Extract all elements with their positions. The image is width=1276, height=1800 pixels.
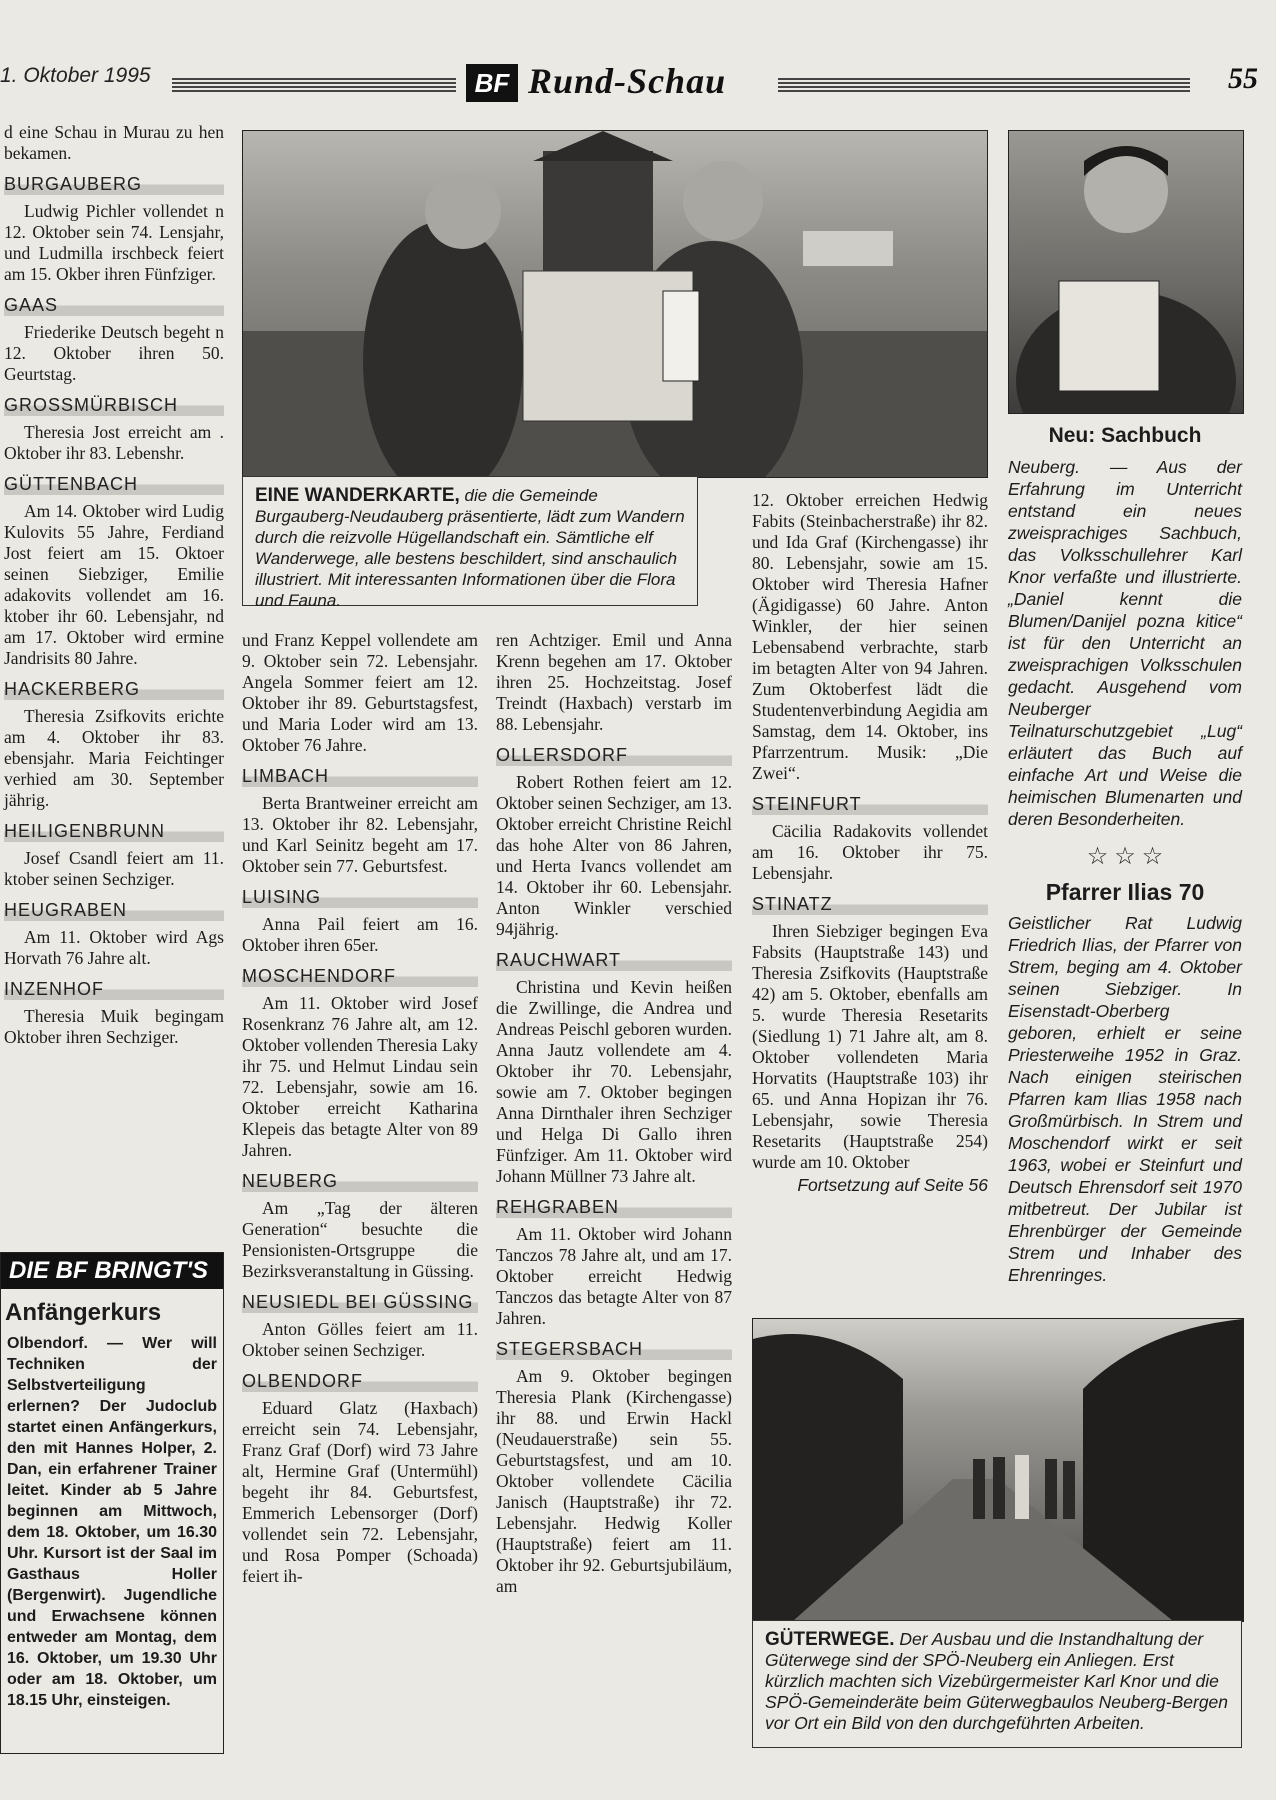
caption-headline: EINE WANDERKARTE, — [255, 485, 460, 506]
article-text: Christina und Kevin heißen die Zwillinge, die Andrea und Andreas Peischl geboren wurden. Anna Jautz vollendete am 4. Oktober ihr 70. Lebensjahr, sowie am 7. Oktober begingen Anna Dirnthaler ihren Sechziger und Helga Di Gallo ihren Fünfziger. Am 11. Oktober wird Johann Müllner 73 Jahre alt. — [496, 977, 732, 1186]
place-heading: HEUGRABEN — [4, 898, 224, 921]
bf-logo: BF — [466, 64, 518, 102]
place-heading: GROSSMÜRBISCH — [4, 393, 224, 416]
sachbuch-headline: Neu: Sachbuch — [1048, 424, 1202, 447]
article-text: ren Achtziger. Emil und Anna Krenn begehen am 17. Oktober ihren 25. Hochzeitstag. Josef Treindt (Haxbach) verstarb im 88. Lebensjahr. — [496, 630, 732, 734]
header-rule-left — [172, 76, 456, 92]
right-column-stories — [1008, 424, 1242, 1286]
article-text: 12. Oktober erreichen Hedwig Fabits (Steinbacherstraße) ihr 82. und Ida Graf (Kirchengasse) ihr 80. Lebensjahr, sowie am 15. Oktober wird Theresia Hafner (Ägidigasse) 60 Jahre. Anton Winkler, der hier seinen Lebensabend verbrachte, starb im betagten Alter von 94 Jahren. Zum Oktoberfest lädt die Studentenverbindung Aegidia am Samstag, dem 14. Oktober, ins Pfarrzentrum. Musik: „Die Zwei“. — [752, 490, 988, 783]
article-text: Robert Rothen feiert am 12. Oktober seinen Sechziger, am 13. Oktober erreicht Christine Reichl das hohe Alter von 86 Jahren, und Herta Ivancs vollendet am 14. Oktober ihr 60. Lebensjahr. Anton Winkler verschied 94jährig. — [496, 772, 732, 939]
author-portrait-photo — [1008, 130, 1244, 414]
place-heading: GÜTTENBACH — [4, 472, 224, 495]
article-text: Am 9. Oktober begingen Theresia Plank (Kirchengasse) ihr 88. und Erwin Hackl (Neudauerstraße) sein 55. Geburtstagsfest, und am 10. Oktober vollendete Cäcilia Janisch (Hauptstraße) ihr 72. Lebensjahr. Hedwig Koller (Hauptstraße) feiert am 11. Oktober ihr 92. Geburtsjubiläum, am — [496, 1366, 732, 1596]
article-text: und Franz Keppel vollendete am 9. Oktober sein 72. Lebensjahr. Angela Sommer feiert am 12. Oktober ihr 89. Geburtstagsfest, und Maria Loder wird am 13. Oktober 76 Jahre. — [242, 630, 478, 755]
place-heading: MOSCHENDORF — [242, 964, 478, 987]
place-heading: NEUBERG — [242, 1169, 478, 1192]
issue-date: 1. Oktober 1995 — [0, 64, 151, 87]
section-title: Rund-Schau — [528, 61, 727, 101]
left-intro: d eine Schau in Murau zu hen bekamen. — [4, 122, 224, 163]
bf-box-headline: Anfängerkurs — [5, 1299, 162, 1326]
gueterwege-photo-illustration — [753, 1319, 1243, 1621]
column-4 — [752, 490, 988, 1196]
article-text: Theresia Muik begingam Oktober ihren Sechziger. — [4, 1006, 224, 1047]
article-text: Am 11. Oktober wird Ags Horvath 76 Jahre alt. — [4, 927, 224, 968]
article-text: Ludwig Pichler vollendet n 12. Oktober sein 74. Lensjahr, und Ludmilla irschbeck feiert am 15. Okber ihren Fünfziger. — [4, 201, 224, 284]
left-column — [4, 122, 224, 1048]
place-heading: LIMBACH — [242, 764, 478, 787]
article-text: Anton Gölles feiert am 11. Oktober seinen Sechziger. — [242, 1319, 478, 1360]
stars-separator: ☆ ☆ ☆ — [1086, 844, 1164, 870]
article-text: Theresia Jost erreicht am . Oktober ihr 83. Lebenshr. — [4, 422, 224, 463]
bf-box-text: Olbendorf. — Wer will Techniken der Selbstverteiligung erlernen? Der Judoclub startet einen Anfängerkurs, den mit Hannes Holper, 2. Dan, ein erfahrener Trainer leitet. Kinder ab 5 Jahre beginnen am Mittwoch, dem 18. Oktober, um 16.30 Uhr. Kursort ist der Saal im Gasthaus Holler (Bergenwirt). Jugendliche und Erwachsene können entweder am Montag, dem 16. Oktober, um 19.30 Uhr oder am 18. Oktober, um 18.15 Uhr, einsteigen. — [7, 1335, 217, 1709]
article-text: Cäcilia Radakovits vollendet am 16. Oktober ihr 75. Lebensjahr. — [752, 821, 988, 883]
article-text: Am 11. Oktober wird Josef Rosenkranz 76 Jahre alt, am 12. Oktober vollenden Theresia Laky ihr 75. und Helmut Lindau sein 72. Lebensjahr, sowie am 16. Oktober erreicht Katharina Klepeis das betagte Alter von 89 Jahren. — [242, 993, 478, 1160]
column-3 — [496, 630, 732, 1597]
place-heading: HEILIGENBRUNN — [4, 819, 224, 842]
road-caption-headline: GÜTERWEGE. — [765, 1629, 895, 1650]
article-text: Am 14. Oktober wird Ludig Kulovits 55 Jahre, Ferdiand Jost feiert am 15. Oktoer seinen Siebziger, Emilie adakovits vollendet am 16. ktober ihr 60. Lebensjahr, nd am 17. Oktober wird ermine Jandrisits 80 Jahre. — [4, 501, 224, 668]
article-text: Am „Tag der älteren Generation“ besuchte die Pensionisten-Ortsgruppe die Bezirksveranstaltung in Güssing. — [242, 1198, 478, 1281]
caption-text: die die Gemeinde Burgauberg-Neudauberg präsentierte, lädt zum Wandern durch die reizvolle Hügellandschaft ein. Sämtliche elf Wanderwege, alle bestens beschildert, sind anschaulich illustriert. Mit interessanten Informationen über die Flora und Fauna. — [255, 486, 685, 610]
place-heading: STEGERSBACH — [496, 1337, 732, 1360]
place-heading: HACKERBERG — [4, 677, 224, 700]
wanderkarte-photo — [242, 130, 988, 478]
article-text: Ihren Siebziger begingen Eva Fabsits (Hauptstraße 143) und Theresia Zsifkovits (Hauptstraße 42) am 5. Oktober, ebenfalls am 5. wurde Theresia Resetarits (Siedlung 1) 71 Jahre alt, am 8. Oktober vollendeten Maria Horvatits (Hauptstraße 103) ihr 65. und Anna Hopizan ihr 76. Lebensjahr, sowie Theresia Resetarits (Hauptstraße 254) wurde am 10. Oktober — [752, 921, 988, 1172]
place-heading: REHGRABEN — [496, 1195, 732, 1218]
article-text: Theresia Zsifkovits erichte am 4. Oktober ihr 83. ebensjahr. Maria Feichtinger verhied am 30. September jährig. — [4, 706, 224, 810]
place-heading: INZENHOF — [4, 977, 224, 1000]
article-text: Berta Brantweiner erreicht am 13. Oktober ihr 82. Lebensjahr, und Karl Seinitz begeht am 17. Oktober sein 77. Geburtsfest. — [242, 793, 478, 876]
place-heading: OLBENDORF — [242, 1369, 478, 1392]
article-text: Anna Pail feiert am 16. Oktober ihren 65er. — [242, 914, 478, 955]
place-heading: STINATZ — [752, 892, 988, 915]
article-text: Am 11. Oktober wird Johann Tanczos 78 Jahre alt, und am 17. Oktober erreicht Hedwig Tanczos das betagte Alter von 87 Jahren. — [496, 1224, 732, 1328]
column-2 — [242, 630, 478, 1587]
pfarrer-text: Geistlicher Rat Ludwig Friedrich Ilias, der Pfarrer von Strem, beging am 4. Oktober seinen Siebziger. In Eisenstadt-Oberberg geboren, erhielt er seine Priesterweihe 1952 in Graz. Nach einigen steirischen Pfarren kam Ilias 1958 nach Großmürbisch. In Strem und Moschendorf wirkt er seit 1963, wobei er Steinfurt und Deutsch Ehrensdorf seit 1970 mitbetreut. Der Jubilar ist Ehrenbürger der Gemeinde Strem und Inhaber des Ehrenringes. — [1008, 913, 1242, 1285]
page-number: 55 — [1228, 62, 1258, 95]
wanderkarte-caption — [242, 476, 698, 610]
place-heading: LUISING — [242, 885, 478, 908]
place-heading: RAUCHWART — [496, 948, 732, 971]
wanderkarte-photo-illustration — [243, 131, 987, 477]
place-heading: OLLERSDORF — [496, 743, 732, 766]
article-text: Friederike Deutsch begeht n 12. Oktober ihren 50. Geurtstag. — [4, 322, 224, 384]
header-rule-right — [778, 76, 1190, 92]
gueterwege-caption — [752, 1620, 1242, 1748]
place-heading: NEUSIEDL BEI GÜSSING — [242, 1290, 478, 1313]
pfarrer-headline: Pfarrer Ilias 70 — [1045, 879, 1205, 905]
road-caption-text: Der Ausbau und die Instandhaltung der Güterwege sind der SPÖ-Neuberg ein Anliegen. Erst kürzlich machten sich Vizebürgermeister Karl Knor und die SPÖ-Gemeinderäte beim Güterwegbaulos Neuberg-Bergen vor Ort ein Bild von den durchgeführten Arbeiten. — [765, 1629, 1229, 1733]
bf-bringts-box — [0, 1252, 224, 1754]
place-heading: GAAS — [4, 293, 224, 316]
place-heading: STEINFURT — [752, 792, 988, 815]
author-portrait-illustration — [1009, 131, 1243, 413]
gueterwege-photo — [752, 1318, 1244, 1622]
article-text: Eduard Glatz (Haxbach) erreicht sein 74. Lebensjahr, Franz Graf (Dorf) wird 73 Jahre alt, Hermine Graf (Untermühl) begeht ihr 84. Geburtsfest, Emmerich Lebensorger (Dorf) vollendet sein 72. Lebensjahr, und Rosa Pomper (Schoada) feiert ih- — [242, 1398, 478, 1586]
article-text: Josef Csandl feiert am 11. ktober seinen Sechziger. — [4, 848, 224, 889]
place-heading: BURGAUBERG — [4, 172, 224, 195]
continuation-note: Fortsetzung auf Seite 56 — [797, 1175, 988, 1195]
sachbuch-text: Neuberg. — Aus der Erfahrung im Unterricht entstand ein neues zweisprachiges Sachbuch, das Volksschullehrer Karl Knor verfaßte und illustrierte. „Daniel kennt die Blumen/Danijel pozna kitice“ ist für den Unterricht an zweisprachigen Volksschulen gedacht. Ausgehend vom Neuberger Teilnaturschutzgebiet „Lug“ erläutert das Buch auf einfache Art und Weise die heimischen Blumenarten und deren Besonderheiten. — [1008, 457, 1242, 829]
bf-bringts-banner: DIE BF BRINGT'S — [1, 1253, 223, 1289]
